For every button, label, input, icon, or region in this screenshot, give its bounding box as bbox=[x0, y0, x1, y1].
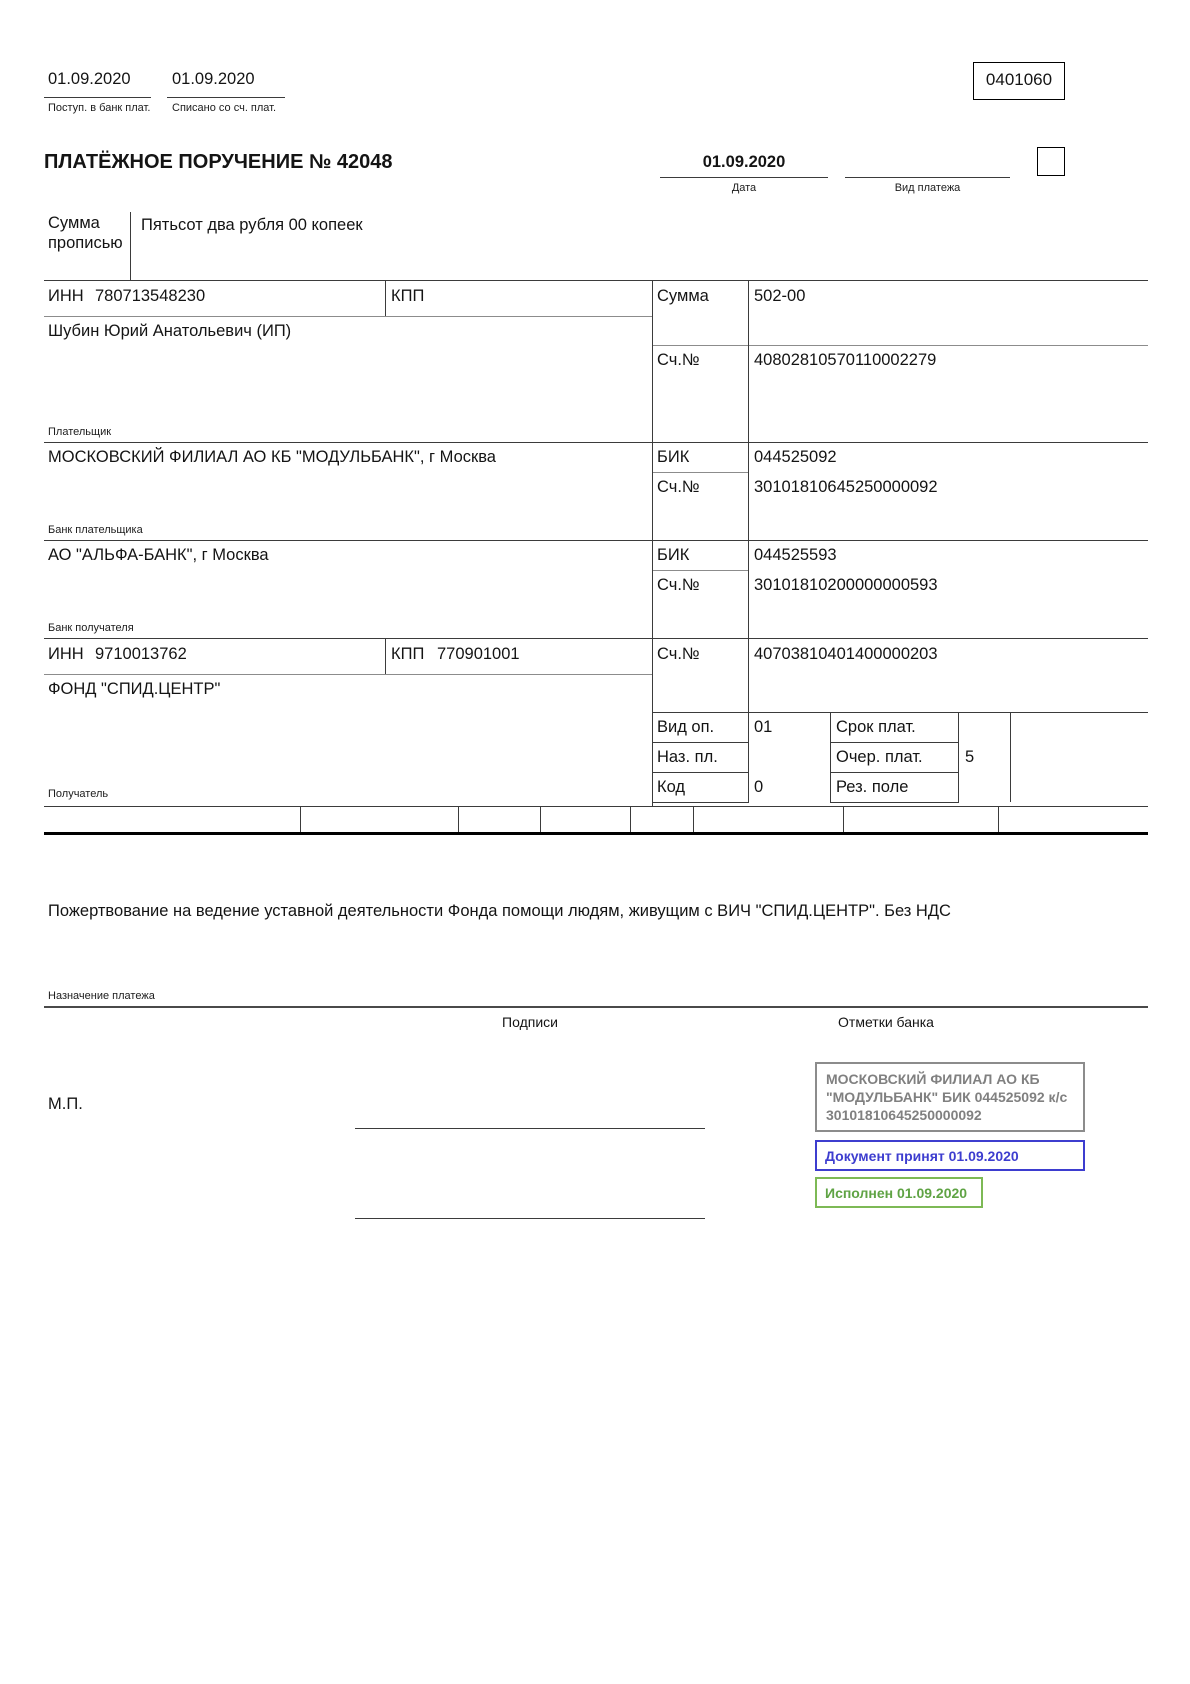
grid-line bbox=[660, 177, 828, 178]
grid-line bbox=[385, 280, 386, 316]
purpose-text: Пожертвование на ведение уставной деятельности Фонда помощи людям, живущим с ВИЧ "СПИД.ЦЕНТР". Без НДС bbox=[48, 902, 951, 920]
grid-line bbox=[458, 806, 459, 832]
debited-date-label: Списано со сч. плат. bbox=[172, 102, 277, 114]
grid-line bbox=[652, 570, 748, 571]
amount-label: Сумма bbox=[657, 287, 709, 305]
payee-inn: 9710013762 bbox=[95, 645, 187, 663]
payer-bank-name: МОСКОВСКИЙ ФИЛИАЛ АО КБ "МОДУЛЬБАНК", г Москва bbox=[48, 448, 496, 466]
grid-line bbox=[652, 472, 748, 473]
grid-line bbox=[845, 177, 1010, 178]
signature-line bbox=[355, 1128, 705, 1129]
payee-bank-bik: 044525593 bbox=[754, 546, 837, 564]
payer-account-label: Сч.№ bbox=[657, 351, 700, 369]
grid-line bbox=[693, 806, 694, 832]
payee-bank-name: АО "АЛЬФА-БАНК", г Москва bbox=[48, 546, 269, 564]
received-date: 01.09.2020 bbox=[48, 70, 131, 88]
amount-in-words: Пятьсот два рубля 00 копеек bbox=[141, 216, 363, 234]
payee-section-label: Получатель bbox=[48, 788, 109, 800]
doc-date-label: Дата bbox=[731, 182, 757, 194]
accepted-stamp-text: Документ принят 01.09.2020 bbox=[825, 1147, 1019, 1164]
doc-date: 01.09.2020 bbox=[702, 153, 786, 171]
payer-bank-corr-account: 30101810645250000092 bbox=[754, 478, 938, 496]
payment-priority: 5 bbox=[965, 748, 975, 766]
bank-marks-label: Отметки банка bbox=[838, 1014, 934, 1030]
pay-term-label: Срок плат. bbox=[836, 718, 916, 736]
grid-line bbox=[1010, 712, 1011, 802]
payee-account-label: Сч.№ bbox=[657, 645, 700, 663]
payer-section-label: Плательщик bbox=[48, 426, 112, 438]
stamp-place: М.П. bbox=[48, 1095, 83, 1113]
grid-line bbox=[44, 540, 1148, 541]
grid-line bbox=[44, 806, 1148, 807]
payer-inn-label: ИНН bbox=[48, 287, 84, 305]
payer-bank-section-label: Банк плательщика bbox=[48, 524, 143, 536]
reserve-label: Рез. поле bbox=[836, 778, 909, 796]
executed-stamp bbox=[815, 1177, 983, 1208]
grid-line bbox=[630, 806, 631, 832]
payment-code: 0 bbox=[754, 778, 764, 796]
grid-line bbox=[44, 674, 652, 675]
accepted-stamp bbox=[815, 1140, 1085, 1171]
payer-account: 40802810570110002279 bbox=[754, 351, 937, 369]
amount-words-label: Сумма прописью bbox=[48, 214, 123, 252]
payee-kpp-label: КПП bbox=[391, 645, 425, 663]
payee-kpp: 770901001 bbox=[437, 645, 520, 663]
bank-stamp: МОСКОВСКИЙ ФИЛИАЛ АО КБ "МОДУЛЬБАНК" БИК 044525092 к/с 30101810645250000092 bbox=[815, 1062, 1085, 1132]
payee-bank-corr-account: 30101810200000000593 bbox=[754, 576, 938, 594]
grid-line bbox=[998, 806, 999, 832]
payment-kind-label: Вид платежа bbox=[894, 182, 961, 194]
payer-bank-bik-label: БИК bbox=[657, 448, 690, 466]
grid-line bbox=[44, 316, 652, 317]
grid-line bbox=[44, 1006, 1148, 1008]
payee-bank-bik-label: БИК bbox=[657, 546, 690, 564]
grid-line bbox=[44, 832, 1148, 835]
grid-line bbox=[652, 345, 1148, 346]
payer-inn: 780713548230 bbox=[95, 287, 206, 305]
signatures-label: Подписи bbox=[502, 1014, 558, 1030]
op-kind-label: Вид оп. bbox=[657, 718, 715, 736]
priority-label: Очер. плат. bbox=[836, 748, 923, 766]
received-date-label: Поступ. в банк плат. bbox=[48, 102, 151, 114]
doc-title: ПЛАТЁЖНОЕ ПОРУЧЕНИЕ № 42048 bbox=[44, 151, 393, 173]
form-code-box bbox=[973, 62, 1065, 100]
grid-line bbox=[843, 806, 844, 832]
code-label: Код bbox=[657, 778, 686, 796]
grid-line bbox=[300, 806, 301, 832]
grid-line bbox=[385, 638, 386, 674]
executed-stamp-text: Исполнен 01.09.2020 bbox=[825, 1184, 968, 1201]
grid-line bbox=[748, 280, 749, 712]
payer-bank-bik: 044525092 bbox=[754, 448, 837, 466]
payment-kind-box bbox=[1037, 147, 1065, 176]
payee-account: 40703810401400000203 bbox=[754, 645, 938, 663]
op-kind: 01 bbox=[754, 718, 773, 736]
payer-name: Шубин Юрий Анатольевич (ИП) bbox=[48, 322, 292, 340]
debited-date: 01.09.2020 bbox=[172, 70, 255, 88]
grid-line bbox=[130, 212, 131, 280]
grid-line bbox=[44, 97, 151, 98]
payee-bank-section-label: Банк получателя bbox=[48, 622, 134, 634]
payee-inn-label: ИНН bbox=[48, 645, 84, 663]
grid-line bbox=[44, 638, 1148, 639]
payee-name: ФОНД "СПИД.ЦЕНТР" bbox=[48, 680, 221, 698]
grid-line bbox=[540, 806, 541, 832]
form-code: 0401060 bbox=[985, 70, 1053, 89]
grid-line bbox=[167, 97, 285, 98]
payee-bank-account-label: Сч.№ bbox=[657, 576, 700, 594]
purpose-section-label: Назначение платежа bbox=[48, 990, 155, 1002]
signature-line bbox=[355, 1218, 705, 1219]
payer-kpp-label: КПП bbox=[391, 287, 425, 305]
payer-bank-account-label: Сч.№ bbox=[657, 478, 700, 496]
grid-line bbox=[44, 280, 1148, 281]
grid-line bbox=[44, 442, 1148, 443]
purpose-code-label: Наз. пл. bbox=[657, 748, 718, 766]
amount-value: 502-00 bbox=[754, 287, 806, 305]
